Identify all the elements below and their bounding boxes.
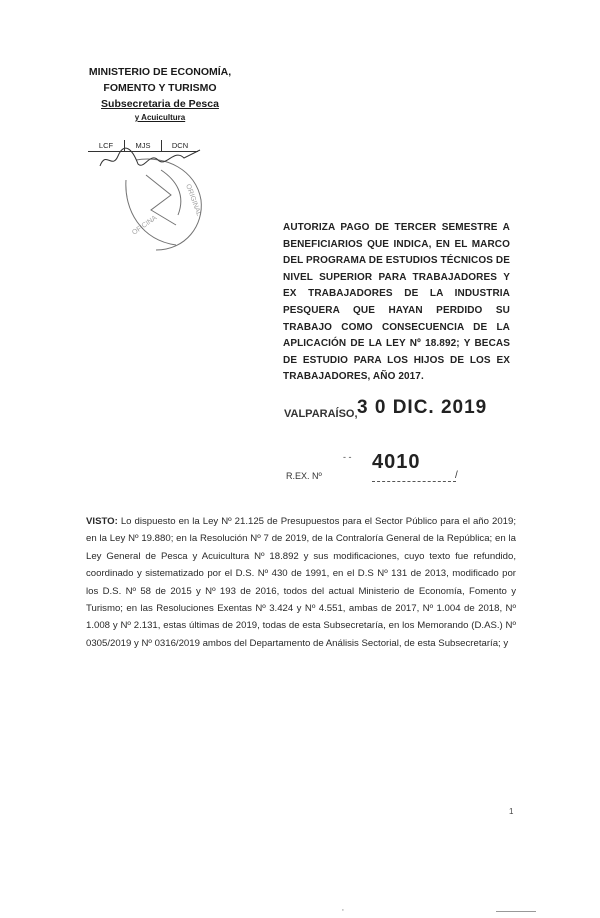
svg-text:ORIGINAL: ORIGINAL bbox=[184, 183, 203, 218]
footer-mark: ‚ bbox=[342, 903, 344, 912]
resolution-number-underline bbox=[372, 481, 456, 482]
resolution-number: 4010 bbox=[372, 451, 421, 473]
visto-paragraph bbox=[86, 513, 516, 652]
initial-cell: DCN bbox=[161, 140, 198, 151]
resolution-summary: AUTORIZA PAGO DE TERCER SEMESTRE A BENEFICIARIOS QUE INDICA, EN EL MARCO DEL PROGRAMA DE ESTUDIOS TÉCNICOS DE NIVEL SUPERIOR PARA TRABAJADORES Y EX TRABAJADORES DE LA INDUSTRIA PESQUERA QUE HAYAN PERDIDO SU TRABAJO COMO CONSECUENCIA DE LA APLICACIÓN DE LA LEY Nº 18.892; Y BECAS DE ESTUDIO PARA LOS HIJOS DE LOS EX TRABAJADORES, AÑO 2017. bbox=[283, 222, 510, 383]
subsecretaria-name: Subsecretaria de Pesca bbox=[101, 98, 219, 110]
svg-text:OFICINA: OFICINA bbox=[131, 214, 159, 237]
ministry-name-line1: MINISTERIO DE ECONOMÍA, bbox=[88, 66, 232, 78]
resolution-number-label: R.EX. Nº bbox=[286, 471, 322, 481]
ministry-name-line2: FOMENTO Y TURISMO bbox=[103, 82, 217, 94]
resolution-number-slash: / bbox=[455, 470, 458, 481]
initial-cell: LCF bbox=[98, 141, 114, 150]
footer-line bbox=[496, 911, 536, 912]
resolution-date-stamp: 3 0 DIC. 2019 bbox=[357, 397, 488, 418]
letterhead bbox=[80, 64, 240, 124]
visto-body-text: Lo dispuesto en la Ley Nº 21.125 de Presupuestos para el Sector Público para el año 2019; en la Ley Nº 19.880; en la Resolución Nº 7 de 2019, de la Contraloría General de la República; en la Ley General de Pesca y Acuicultura Nº 18.892 y sus modificaciones, cuyo texto fue refundido, coordinado y sistematizado por el D.S. Nº 430 de 1991, en el D.S Nº 131 de 2013, modificado por los D.S. Nº 58 de 2015 y Nº 193 de 2016, todos del actual Ministerio de Economía, Fomento y Turismo; en las Resoluciones Exentas Nº 3.424 y Nº 4.551, ambas de 2017, Nº 1.004 de 2018, Nº 1.008 y Nº 2.131, estas últimas de 2019, todas de esta Subsecretaría, en los Memorando (D.AS.) Nº 0305/2019 y Nº 0316/2019 ambos del Departamento de Análisis Sectorial, de esta Subsecretaría; y bbox=[86, 516, 516, 649]
dash-mark: - - bbox=[343, 452, 352, 462]
official-stamp-seal bbox=[116, 150, 216, 260]
visto-heading: VISTO: bbox=[86, 516, 118, 527]
page-number: 1 bbox=[509, 807, 514, 816]
subsecretaria-acuicultura: y Acuicultura bbox=[134, 113, 186, 122]
place-label: VALPARAÍSO, bbox=[284, 408, 358, 420]
initial-cell: MJS bbox=[124, 140, 161, 151]
